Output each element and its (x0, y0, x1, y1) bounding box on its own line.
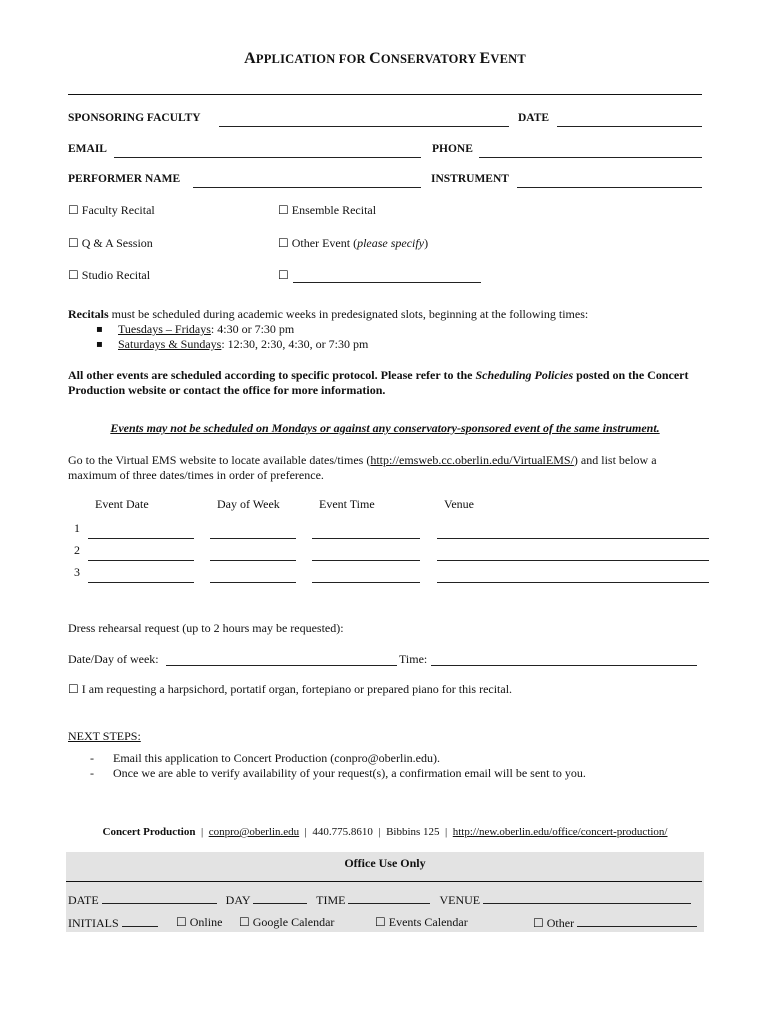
sponsoring-faculty-field[interactable] (219, 114, 509, 127)
title-divider (68, 94, 702, 95)
page-title: APPLICATION FOR CONSERVATORY EVENT (244, 50, 526, 67)
checkbox-icon[interactable]: ☐ (68, 236, 79, 250)
email-label: EMAIL (68, 143, 107, 155)
special-instrument-option[interactable]: ☐ I am requesting a harpsichord, portatif organ, fortepiano or prepared piano for this recital. (68, 682, 513, 696)
performer-name-field[interactable] (193, 175, 421, 188)
venue-field[interactable] (437, 570, 709, 583)
event-time-field[interactable] (312, 570, 420, 583)
protocol-note: All other events are scheduled according to specific protocol. Please refer to the Scheduling Policies posted on the Concert Production website or contact the office for more information. (68, 368, 689, 397)
event-date-field[interactable] (88, 570, 194, 583)
rehearsal-time-field[interactable] (431, 653, 697, 666)
recitals-note: Recitals must be scheduled during academic weeks in predesignated slots, beginning at the following times: (68, 307, 589, 321)
next-steps-heading: NEXT STEPS: (68, 729, 141, 743)
other-field[interactable] (577, 915, 697, 927)
venue-field[interactable] (437, 526, 709, 539)
office-row-1: DATE DAY TIME VENUE (68, 892, 691, 908)
date-label: DATE (518, 112, 550, 124)
next-step-2: Once we are able to verify availability of your request(s), a confirmation email will be sent to you. (113, 766, 586, 780)
qa-session-option[interactable]: ☐ Q & A Session (68, 236, 153, 250)
instrument-label: INSTRUMENT (431, 173, 509, 185)
checkbox-icon[interactable]: ☐ (68, 268, 79, 282)
rehearsal-date-label: Date/Day of week: (68, 652, 159, 666)
google-calendar-option[interactable]: ☐ Google Calendar (239, 915, 335, 929)
instrument-field[interactable] (517, 175, 702, 188)
events-calendar-option[interactable]: ☐ Events Calendar (375, 915, 468, 929)
phone-field[interactable] (479, 145, 702, 158)
event-time-field[interactable] (312, 526, 420, 539)
recital-times-list (68, 322, 708, 352)
footer-office: Bibbins 125 (386, 826, 440, 838)
checkbox-icon[interactable]: ☐ (278, 268, 289, 282)
event-date-field[interactable] (88, 548, 194, 561)
rehearsal-request: Dress rehearsal request (up to 2 hours may be requested): (68, 621, 344, 635)
next-step-1: Email this application to Concert Production (conpro@oberlin.edu). (113, 751, 440, 765)
day-of-week-field[interactable] (210, 570, 296, 583)
studio-recital-option[interactable]: ☐ Studio Recital (68, 268, 151, 282)
office-time-field[interactable] (348, 892, 430, 904)
header-event-date: Event Date (95, 497, 149, 511)
online-option[interactable]: ☐ Online (176, 915, 223, 929)
email-field[interactable] (114, 145, 421, 158)
list-item: ▪ Saturdays & Sundays: 12:30, 2:30, 4:30, or 7:30 pm (68, 337, 708, 352)
dash: - (90, 766, 94, 780)
row-number: 1 (74, 521, 80, 535)
event-time-field[interactable] (312, 548, 420, 561)
office-day-field[interactable] (253, 892, 307, 904)
checkbox-icon[interactable]: ☐ (533, 916, 544, 930)
checkbox-icon[interactable]: ☐ (239, 915, 250, 929)
checkbox-icon[interactable]: ☐ (68, 682, 79, 696)
custom-event-field[interactable] (293, 270, 481, 283)
dash: - (90, 751, 94, 765)
faculty-recital-option[interactable]: ☐ Faculty Recital (68, 203, 155, 217)
custom-event-option[interactable] (278, 268, 292, 283)
monday-warning: Events may not be scheduled on Mondays or against any conservatory-sponsored event of the same instrument. (110, 421, 660, 435)
ems-instructions: Go to the Virtual EMS website to locate available dates/times (http://emsweb.cc.oberlin.edu/VirtualEMS/) and list below a maximum of three dates/times in order of preference. (68, 453, 657, 482)
checkbox-icon[interactable]: ☐ (68, 203, 79, 217)
checkbox-icon[interactable]: ☐ (278, 203, 289, 217)
ems-link[interactable]: http://emsweb.cc.oberlin.edu/VirtualEMS/ (370, 453, 574, 467)
row-number: 2 (74, 543, 80, 557)
initials-label-group: INITIALS (68, 915, 158, 931)
office-divider (66, 881, 702, 882)
checkbox-icon[interactable]: ☐ (375, 915, 386, 929)
footer-website-link[interactable]: http://new.oberlin.edu/office/concert-production/ (452, 826, 668, 838)
other-option[interactable]: ☐ Other (533, 915, 697, 931)
office-venue-field[interactable] (483, 892, 691, 904)
rehearsal-time-label: Time: (399, 652, 428, 666)
initials-field[interactable] (122, 915, 158, 927)
ensemble-recital-option[interactable]: ☐ Ensemble Recital (278, 203, 377, 217)
venue-field[interactable] (437, 548, 709, 561)
footer-phone: 440.775.8610 (312, 826, 373, 838)
performer-name-label: PERFORMER NAME (68, 173, 181, 185)
org-name: Concert Production (102, 826, 196, 838)
other-event-option[interactable]: ☐ Other Event (please specify) (278, 236, 429, 250)
date-field[interactable] (557, 114, 702, 127)
header-venue: Venue (444, 497, 474, 511)
header-event-time: Event Time (319, 497, 375, 511)
day-of-week-field[interactable] (210, 548, 296, 561)
office-date-field[interactable] (102, 892, 217, 904)
row-number: 3 (74, 565, 80, 579)
list-item: ▪ Tuesdays – Fridays: 4:30 or 7:30 pm (68, 322, 708, 337)
rehearsal-date-field[interactable] (166, 653, 397, 666)
checkbox-icon[interactable]: ☐ (176, 915, 187, 929)
day-of-week-field[interactable] (210, 526, 296, 539)
header-day-of-week: Day of Week (217, 497, 280, 511)
footer-email-link[interactable]: conpro@oberlin.edu (208, 826, 300, 838)
event-date-field[interactable] (88, 526, 194, 539)
sponsoring-faculty-label: SPONSORING FACULTY (68, 112, 201, 124)
phone-label: PHONE (432, 143, 473, 155)
checkbox-icon[interactable]: ☐ (278, 236, 289, 250)
office-use-heading: Office Use Only (344, 856, 426, 870)
contact-footer: Concert Production | conpro@oberlin.edu | 440.775.8610 | Bibbins 125 | http://new.oberlin.edu/office/concert-production/ (102, 826, 668, 838)
